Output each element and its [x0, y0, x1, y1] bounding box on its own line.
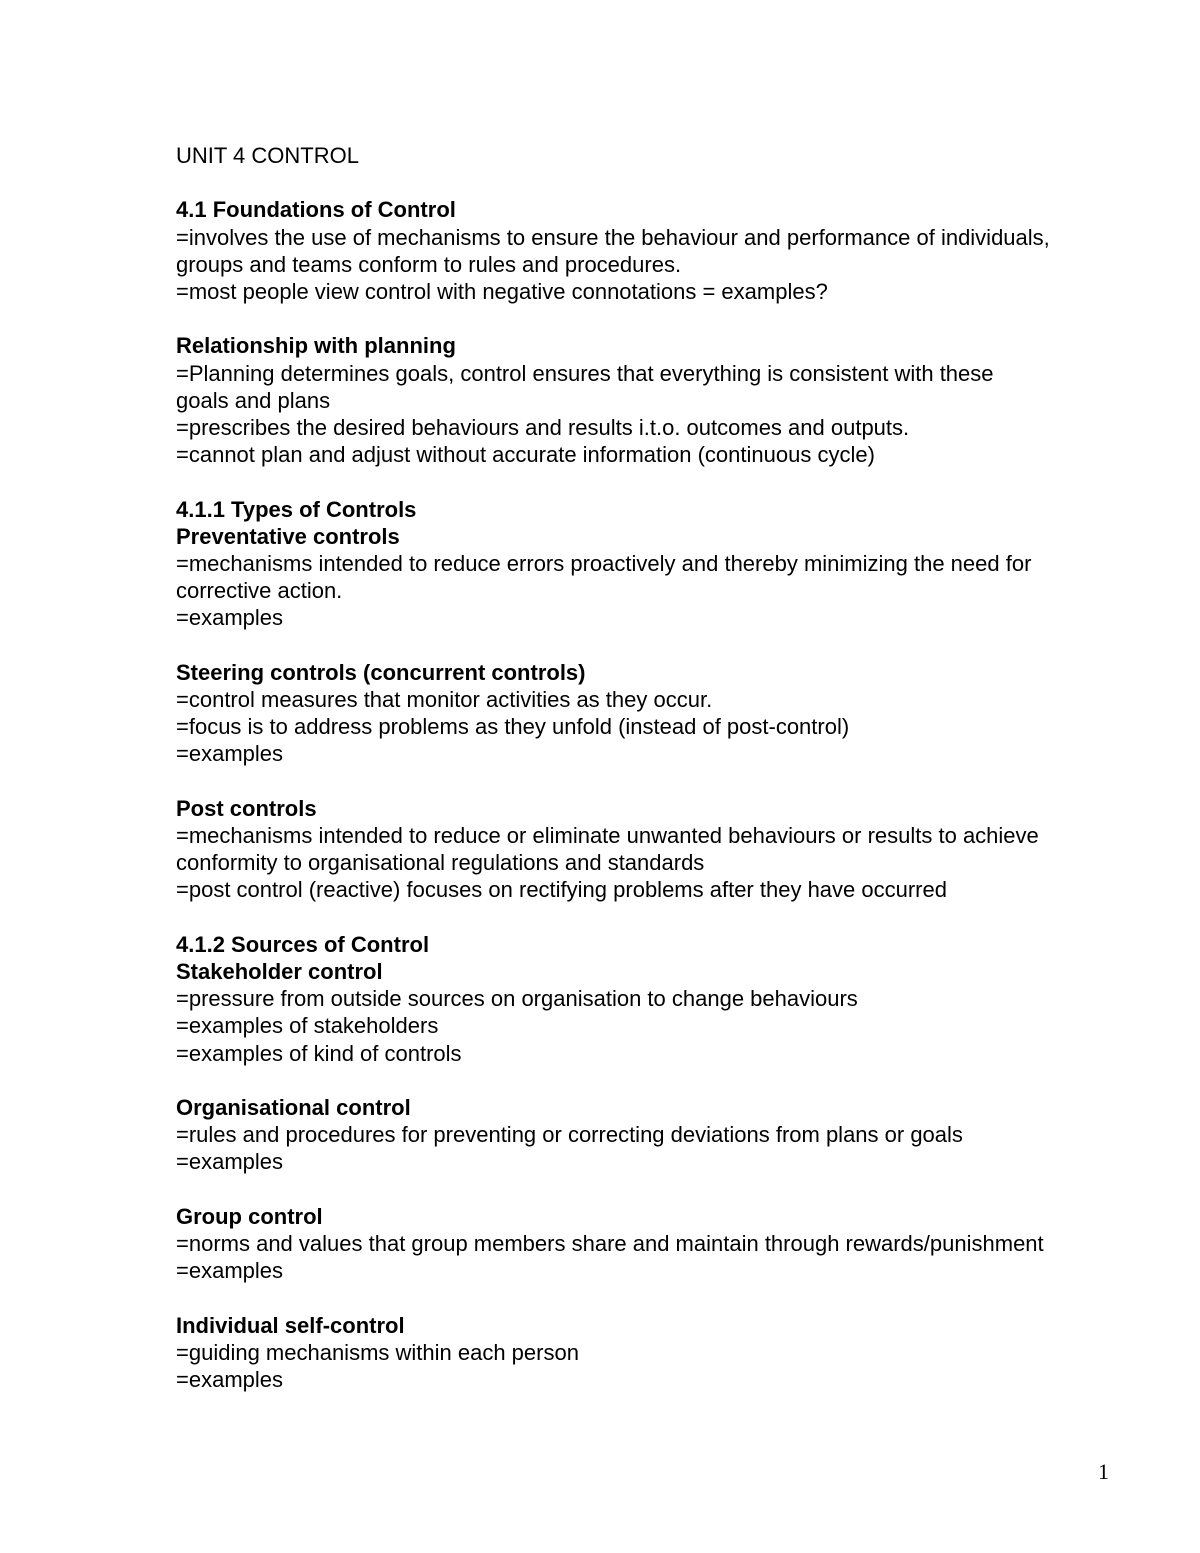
body-line: =guiding mechanisms within each person: [176, 1339, 579, 1365]
body-line: conformity to organisational regulations and standards: [176, 850, 705, 876]
body-line: =examples: [176, 605, 284, 631]
subsection-heading: Post controls: [176, 795, 317, 821]
section-heading: 4.1 Foundations of Control: [176, 197, 456, 223]
body-line: =cannot plan and adjust without accurate information (continuous cycle): [176, 442, 875, 468]
body-line: =most people view control with negative connotations = examples?: [176, 279, 828, 304]
body-line: =examples of stakeholders: [176, 1013, 439, 1039]
body-line: =Planning determines goals, control ensures that everything is consistent with these: [176, 360, 994, 386]
subsection-heading: Preventative controls: [176, 523, 400, 549]
spacer: [176, 1067, 1136, 1094]
subsection-heading: Organisational control: [176, 1095, 411, 1120]
body-line: =examples: [176, 1367, 284, 1392]
body-line: =norms and values that group members share and maintain through rewards/punishment: [176, 1231, 1044, 1256]
body-line: goals and plans: [176, 387, 331, 413]
spacer: [176, 768, 1136, 795]
body-line: =focus is to address problems as they unfold (instead of post-control): [176, 714, 850, 740]
body-line: =examples: [176, 741, 284, 767]
body-line: =examples of kind of controls: [176, 1040, 462, 1066]
subsection-heading: Individual self-control: [176, 1312, 405, 1338]
section-heading: 4.1.2 Sources of Control: [176, 931, 430, 957]
spacer: [176, 305, 1136, 332]
subsection-heading: Group control: [176, 1203, 323, 1229]
page-number: 1: [1098, 1459, 1109, 1484]
body-line: =mechanisms intended to reduce or eliminate unwanted behaviours or results to achieve: [176, 823, 1039, 848]
spacer: [176, 632, 1136, 659]
body-line: =rules and procedures for preventing or correcting deviations from plans or goals: [176, 1122, 963, 1148]
body-line: =post control (reactive) focuses on rectifying problems after they have occurred: [176, 877, 947, 903]
body-line: =examples: [176, 1149, 284, 1175]
spacer: [176, 904, 1136, 931]
section-heading: Relationship with planning: [176, 333, 456, 359]
body-line: groups and teams conform to rules and procedures.: [176, 251, 682, 277]
body-line: =involves the use of mechanisms to ensure the behaviour and performance of individuals,: [176, 224, 1050, 250]
body-line: =pressure from outside sources on organisation to change behaviours: [176, 986, 858, 1012]
body-line: =prescribes the desired behaviours and results i.t.o. outcomes and outputs.: [176, 415, 910, 440]
spacer: [176, 1176, 1136, 1203]
body-line: =mechanisms intended to reduce errors proactively and thereby minimizing the need for: [176, 551, 1032, 576]
section-sources-of-control: [176, 931, 1136, 1393]
spacer: [176, 169, 1136, 196]
section-heading: 4.1.1 Types of Controls: [176, 496, 417, 522]
section-types-of-controls: [176, 496, 1136, 904]
section-foundations: [176, 196, 1136, 305]
subsection-heading: Steering controls (concurrent controls): [176, 659, 586, 685]
section-planning: [176, 332, 1136, 468]
document-body: [176, 142, 1136, 1393]
subsection-heading: Stakeholder control: [176, 959, 383, 984]
spacer: [176, 1284, 1136, 1311]
body-line: =examples: [176, 1258, 284, 1284]
body-line: =control measures that monitor activities as they occur.: [176, 687, 713, 712]
spacer: [176, 468, 1136, 495]
unit-title: UNIT 4 CONTROL: [176, 143, 359, 168]
body-line: corrective action.: [176, 578, 343, 604]
